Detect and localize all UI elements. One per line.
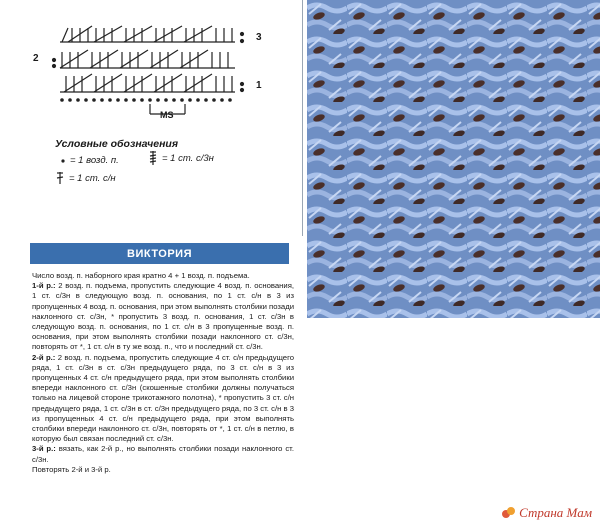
- chart-row-3: [60, 26, 244, 43]
- row-label-2: 2: [33, 53, 39, 64]
- legend-post: [148, 150, 214, 166]
- row-3-text: вязать, как 2-й р., но выполнять столбики позади наклонного ст. с/3н.: [32, 444, 294, 464]
- pattern-title: ВИКТОРИЯ: [30, 243, 289, 264]
- chart-row-1: [60, 74, 244, 92]
- triple-crochet-icon: [148, 150, 158, 166]
- pattern-intro: Число возд. п. наборного края кратно 4 + 1 возд. п. подъема.: [32, 271, 250, 280]
- legend-post-label: = 1 ст. с/3н: [162, 152, 214, 164]
- repeat-instructions: Повторять 2-й и 3-й р.: [32, 464, 111, 474]
- row-label-1: 1: [256, 80, 262, 91]
- row-2-label: 2-й р.:: [32, 352, 56, 362]
- legend-title: Условные обозначения: [55, 138, 179, 150]
- chart-symbols: [30, 20, 280, 130]
- row-2-text: 2 возд. п. подъема, пропустить следующие 4 ст. с/н предыдущего ряда, 1 ст. с/3н в ст. с/3н предыдущего ряда, по 3 ст. с/н в 3 из пропущенных 4 ст. с/н предыдущего ряда, при этом выполнять столбики впереди наклонного ст. с/3н (скошенные столбики должны получаться только на лицевой стороне трикотажного полотна), * пропустить 3 ст. с/н предыдущего ряда, 1 ст. с/3н в ст. с/3н предыдущего ряда, по 3 ст. с/н в 3 из пропущенных 4 ст. с/н предыдущего ряда, при этом выполнять столбики впереди наклонного ст. с/3н, повторять от *, 1 ст. с/н в петлю, в которую был связан последний ст. с/3н.: [32, 352, 294, 444]
- column-divider: [302, 0, 303, 236]
- row-1-instructions: [32, 281, 294, 352]
- legend-dc-label: = 1 ст. с/н: [69, 172, 116, 184]
- row-3-label: 3-й р.:: [32, 444, 56, 454]
- pattern-instructions: [32, 271, 294, 475]
- fabric-photo: [307, 0, 600, 318]
- row-1-label: 1-й р.:: [32, 281, 56, 291]
- row-1-text: 2 возд. п. подъема, пропустить следующие 4 возд. п. основания, 1 ст. с/3н в следующую возд. п. основания, по 1 ст. с/н в 3 из пропущенных 4 возд. п. основания, при этом выполнять столбики позади наклонного ст. с/3н, * пропустить 3 возд. п. основания, 1 ст. с/3н в следующую возд. п. основания, по 1 ст. с/н в 3 пропущенные возд. п. основания, при этом выполнять столбики позади наклонного ст. с/3н, повторять от *, 1 ст. с/н в ту же возд. п., что и последний ст. с/3н.: [32, 281, 294, 352]
- crochet-chart: [30, 20, 280, 130]
- legend-dc: [55, 171, 116, 185]
- double-crochet-icon: [55, 171, 65, 185]
- repeat-label: MS: [160, 110, 174, 120]
- chart-foundation-chain: [61, 99, 231, 101]
- legend-chain-label: = 1 возд. п.: [70, 155, 119, 166]
- watermark-logo-icon: [500, 505, 516, 521]
- chart-row-2: [53, 50, 236, 68]
- chain-stitch-icon: [60, 158, 66, 164]
- legend-chain: [60, 155, 119, 166]
- site-watermark: [500, 505, 592, 521]
- watermark-text: Страна Мам: [519, 505, 592, 520]
- row-3-instructions: [32, 444, 294, 464]
- fabric-texture-image: [307, 0, 600, 318]
- row-label-3: 3: [256, 32, 262, 43]
- row-2-instructions: [32, 353, 294, 445]
